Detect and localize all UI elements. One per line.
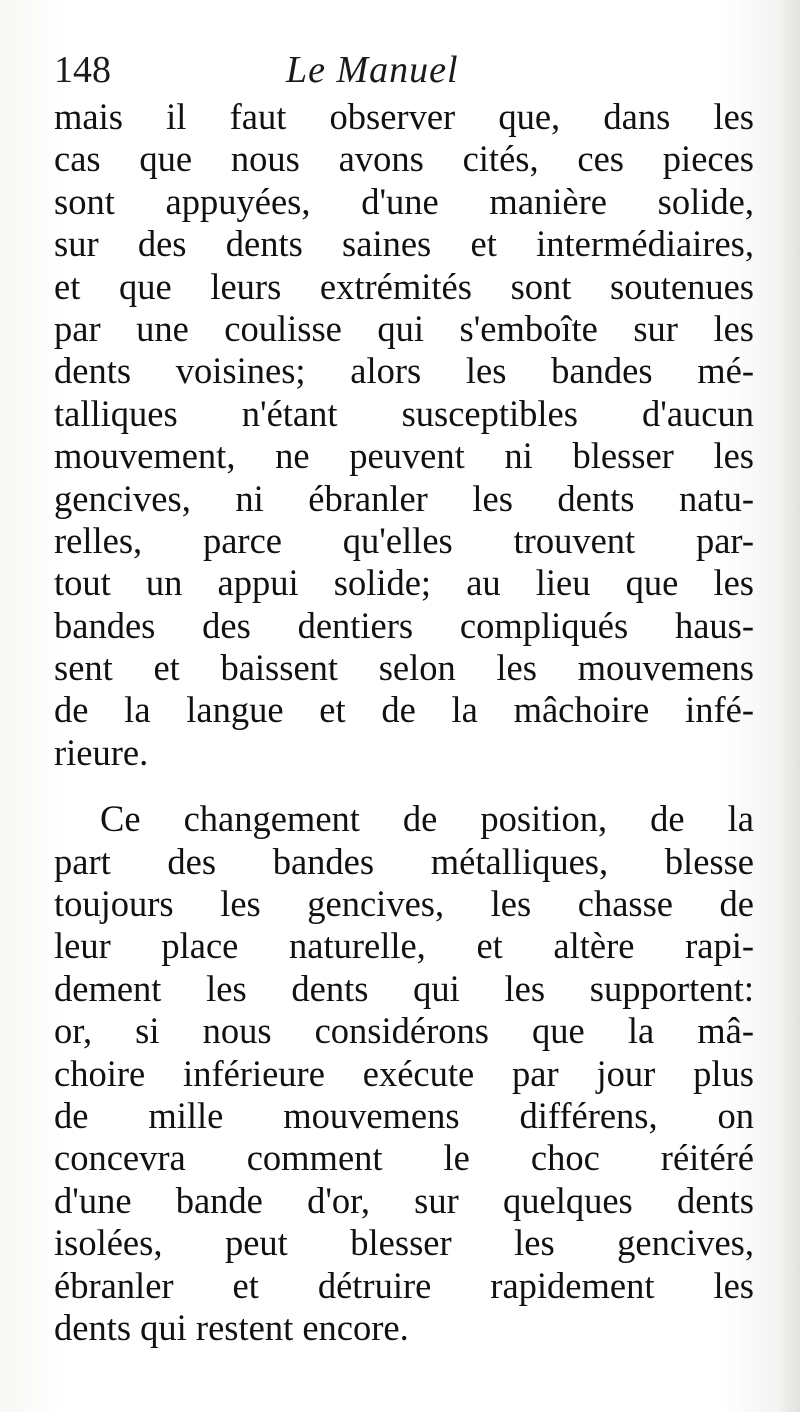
paragraph-1 — [54, 96, 754, 774]
text-line: relles, parce qu'elles trouvent par- — [54, 519, 754, 561]
text-line: cas que nous avons cités, ces pieces — [54, 138, 754, 180]
text-line: concevra comment le choc réitéré — [54, 1137, 754, 1179]
text-line: mais il faut observer que, dans les — [54, 96, 754, 137]
text-line: Ce changement de position, de la — [100, 798, 754, 840]
text-line: or, si nous considérons que la mâ- — [54, 1010, 754, 1052]
text-line: dents voisines; alors les bandes mé- — [54, 350, 754, 392]
text-line: dement les dents qui les supportent: — [54, 967, 754, 1009]
text-line: sont appuyées, d'une manière solide, — [54, 180, 754, 222]
text-line: talliques n'étant susceptibles d'aucun — [54, 392, 754, 434]
text-line: toujours les gencives, les chasse de — [54, 883, 754, 925]
text-line: de la langue et de la mâchoire infé- — [54, 689, 754, 731]
text-line: sur des dents saines et intermédiaires, — [54, 223, 754, 265]
paragraph-gap — [54, 774, 754, 798]
text-line: mouvement, ne peuvent ni blesser les — [54, 435, 754, 477]
paragraph-2 — [54, 798, 754, 1349]
text-line: tout un appui solide; au lieu que les — [54, 562, 754, 604]
text-line: isolées, peut blesser les gencives, — [54, 1222, 754, 1264]
text-line: ébranler et détruire rapidement les — [54, 1264, 754, 1306]
text-line: dents qui restent encore. — [54, 1306, 409, 1348]
text-line: et que leurs extrémités sont soutenues — [54, 265, 754, 307]
text-line: choire inférieure exécute par jour plus — [54, 1052, 754, 1094]
text-line: leur place naturelle, et altère rapi- — [54, 925, 754, 967]
page-number: 148 — [54, 49, 111, 91]
page-body — [54, 96, 754, 1349]
text-line: de mille mouvemens différens, on — [54, 1094, 754, 1136]
text-line: d'une bande d'or, sur quelques dents — [54, 1179, 754, 1221]
page-header — [54, 42, 754, 98]
text-line: gencives, ni ébranler les dents natu- — [54, 477, 754, 519]
text-line: par une coulisse qui s'emboîte sur les — [54, 307, 754, 349]
text-line: bandes des dentiers compliqués haus- — [54, 604, 754, 646]
text-line: part des bandes métalliques, blesse — [54, 840, 754, 882]
text-line: rieure. — [54, 731, 149, 773]
running-title: Le Manuel — [286, 49, 459, 91]
page-edge-shadow — [778, 0, 800, 1412]
text-line: sent et baissent selon les mouvemens — [54, 647, 754, 689]
